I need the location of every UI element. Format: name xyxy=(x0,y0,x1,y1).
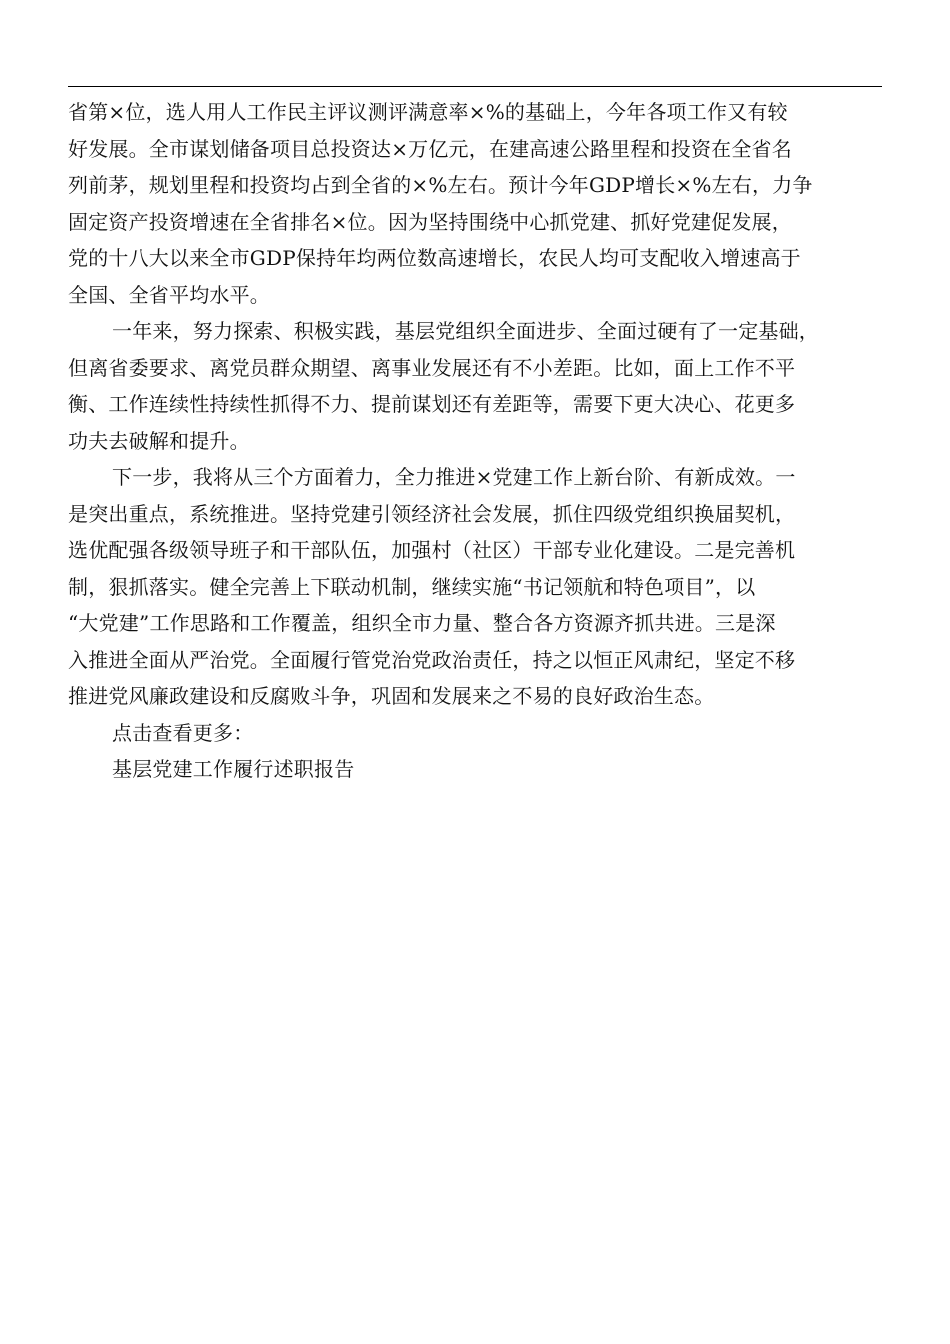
paragraph-line: 是突出重点，系统推进。坚持党建引领经济社会发展，抓住四级党组织换届契机， xyxy=(68,501,796,526)
paragraph-line: 全国、全省平均水平。 xyxy=(68,282,270,307)
paragraph-line: “大党建”工作思路和工作覆盖，组织全市力量、整合各方资源齐抓共进。三是深 xyxy=(68,611,776,635)
paragraph-line: 制，狠抓落实。健全完善上下联动机制，继续实施“书记领航和特色项目”，以 xyxy=(68,574,756,599)
paragraph-line: 列前茅，规划里程和投资均占到全省的×%左右。预计今年GDP增长×%左右，力争 xyxy=(68,173,813,197)
paragraph-line: 功夫去破解和提升。 xyxy=(68,428,250,453)
related-report-link[interactable]: 基层党建工作履行述职报告 xyxy=(112,757,355,781)
header-rule xyxy=(68,86,882,87)
paragraph-line: 党的十八大以来全市GDP保持年均两位数高速增长，农民人均可支配收入增速高于 xyxy=(68,246,801,270)
paragraph-line: 推进党风廉政建设和反腐败斗争，巩固和发展来之不易的良好政治生态。 xyxy=(68,684,715,708)
paragraph-line: 好发展。全市谋划储备项目总投资达×万亿元，在建高速公路里程和投资在全省名 xyxy=(68,136,792,161)
paragraph-line: 省第×位，选人用人工作民主评议测评满意率×%的基础上，今年各项工作又有较 xyxy=(68,100,788,124)
paragraph-line: 下一步，我将从三个方面着力，全力推进×党建工作上新台阶、有新成效。一 xyxy=(112,465,796,489)
paragraph-line: 固定资产投资增速在全省排名×位。因为坚持围绕中心抓党建、抓好党建促发展， xyxy=(68,209,792,234)
paragraph-line: 入推进全面从严治党。全面履行管党治党政治责任，持之以恒正风肃纪，坚定不移 xyxy=(68,647,796,672)
document-body xyxy=(68,94,882,788)
paragraph-line: 但离省委要求、离党员群众期望、离事业发展还有不小差距。比如，面上工作不平 xyxy=(68,355,796,380)
more-label: 点击查看更多： xyxy=(112,720,254,745)
paragraph-line: 一年来，努力探索、积极实践，基层党组织全面进步、全面过硬有了一定基础， xyxy=(112,319,819,343)
paragraph-line: 衡、工作连续性持续性抓得不力、提前谋划还有差距等，需要下更大决心、花更多 xyxy=(68,392,796,416)
paragraph-line: 选优配强各级领导班子和干部队伍，加强村（社区）干部专业化建设。二是完善机 xyxy=(68,538,796,562)
